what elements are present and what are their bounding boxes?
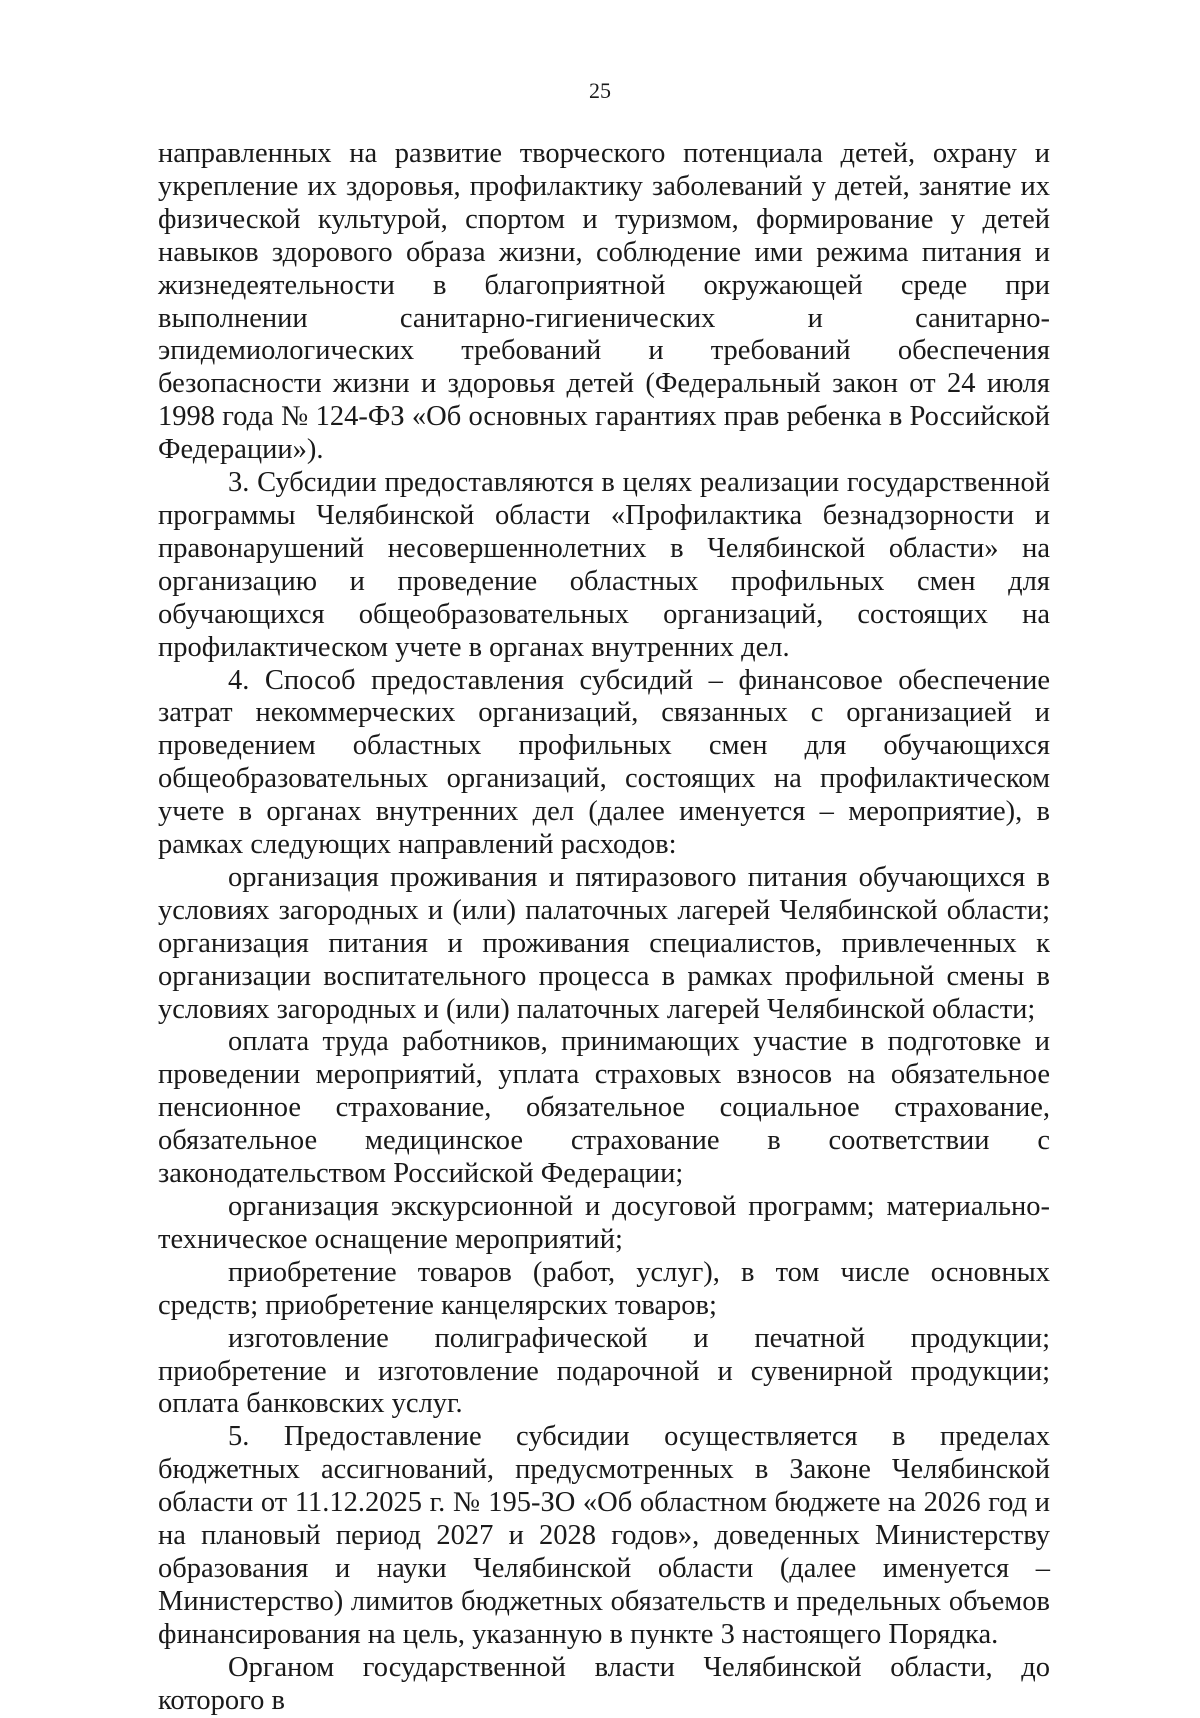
paragraph-continuation: направленных на развитие творческого потенциала детей, охрану и укрепление их здоровья, профилактику заболеваний у детей, занятие их физической культурой, спортом и туризмом, формирование у детей навыков здорового образа жизни, соблюдение ими режима питания и жизнедеятельности в благоприятной окружающей среде при выполнении санитарно-гигиенических и санитарно-эпидемиологических требований и требований обеспечения безопасности жизни и здоровья детей (Федеральный закон от 24 июля 1998 года № 124-ФЗ «Об основных гарантиях прав ребенка в Российской Федерации»). <box>158 138 1050 466</box>
expense-direction-accommodation: организация проживания и пятиразового питания обучающихся в условиях загородных и (или) палаточных лагерей Челябинской области; организация питания и проживания специалистов, привлеченных к организации воспитательного процесса в рамках профильной смены в условиях загородных и (или) палаточных лагерей Челябинской области; <box>158 861 1050 1025</box>
document-body <box>158 138 1050 1718</box>
expense-direction-printing: изготовление полиграфической и печатной продукции; приобретение и изготовление подарочной и сувенирной продукции; оплата банковских услуг. <box>158 1322 1050 1420</box>
expense-direction-labor: оплата труда работников, принимающих участие в подготовке и проведении мероприятий, уплата страховых взносов на обязательное пенсионное страхование, обязательное социальное страхование, обязательное медицинское страхование в соответствии с законодательством Российской Федерации; <box>158 1026 1050 1190</box>
expense-direction-excursions: организация экскурсионной и досуговой программ; материально-техническое оснащение мероприятий; <box>158 1191 1050 1255</box>
expense-direction-goods: приобретение товаров (работ, услуг), в том числе основных средств; приобретение канцелярских товаров; <box>158 1256 1050 1321</box>
paragraph-authority: Органом государственной власти Челябинской области, до которого в <box>158 1651 1050 1716</box>
page-number: 25 <box>589 78 611 103</box>
paragraph-item-4: 4. Способ предоставления субсидий – финансовое обеспечение затрат некоммерческих организаций, связанных с организацией и проведением областных профильных смен для обучающихся общеобразовательных организаций, состоящих на профилактическом учете в органах внутренних дел (далее именуется – мероприятие), в рамках следующих направлений расходов: <box>158 664 1050 861</box>
paragraph-item-3: 3. Субсидии предоставляются в целях реализации государственной программы Челябинской области «Профилактика безнадзорности и правонарушений несовершеннолетних в Челябинской области» на организацию и проведение областных профильных смен для обучающихся общеобразовательных организаций, состоящих на профилактическом учете в органах внутренних дел. <box>158 467 1050 663</box>
paragraph-item-5: 5. Предоставление субсидии осуществляется в пределах бюджетных ассигнований, предусмотренных в Законе Челябинской области от 11.12.2025 г. № 195-ЗО «Об областном бюджете на 2026 год и на плановый период 2027 и 2028 годов», доведенных Министерству образования и науки Челябинской области (далее именуется – Министерство) лимитов бюджетных обязательств и предельных объемов финансирования на цель, указанную в пункте 3 настоящего Порядка. <box>158 1421 1050 1650</box>
